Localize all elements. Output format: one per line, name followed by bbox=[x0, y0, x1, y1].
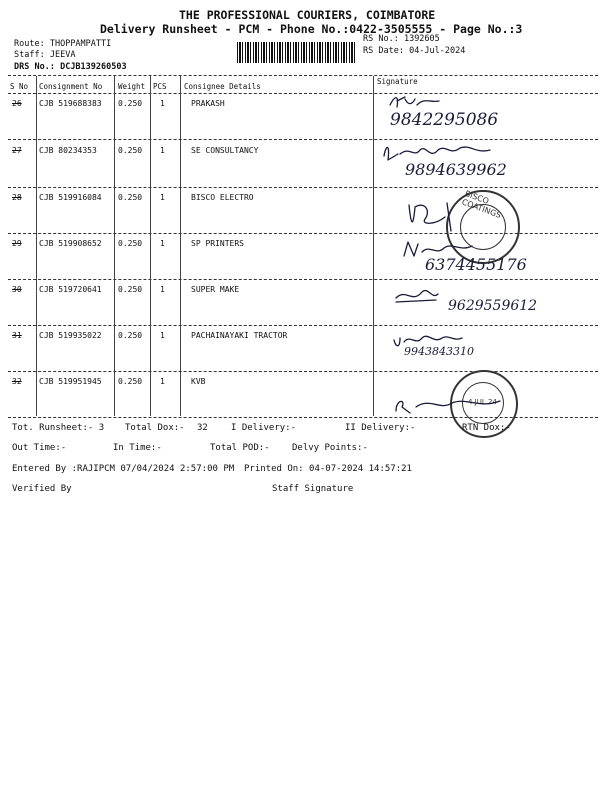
row-divider bbox=[8, 139, 598, 140]
row-handwritten-phone: 6374455176 bbox=[425, 255, 527, 274]
total-dox-label: Total Dox:- bbox=[125, 423, 185, 433]
row-consignment: CJB 80234353 bbox=[39, 146, 97, 155]
row-divider bbox=[8, 325, 598, 326]
row-pcs: 1 bbox=[160, 377, 165, 386]
printed-on: Printed On: 04-07-2024 14:57:21 bbox=[244, 464, 412, 474]
row-weight: 0.250 bbox=[118, 377, 143, 386]
barcode bbox=[237, 42, 355, 63]
row-consignment: CJB 519908652 bbox=[39, 239, 102, 248]
tot-runsheet: Tot. Runsheet:- 3 bbox=[12, 423, 105, 433]
drs-value: DCJB139260503 bbox=[60, 62, 127, 72]
row-pcs: 1 bbox=[160, 193, 165, 202]
row-sno: 30 bbox=[12, 285, 22, 294]
rs-date-value: 04-Jul-2024 bbox=[409, 46, 466, 56]
stamp-text: BISCO COATINGS bbox=[460, 188, 503, 220]
row-consignee: PRAKASH bbox=[191, 99, 225, 108]
row-sno: 31 bbox=[12, 331, 22, 340]
col-divider bbox=[36, 76, 37, 416]
row-pcs: 1 bbox=[160, 239, 165, 248]
row-divider bbox=[8, 371, 598, 372]
row-pcs: 1 bbox=[160, 146, 165, 155]
row-weight: 0.250 bbox=[118, 193, 143, 202]
row-divider bbox=[8, 187, 598, 188]
row-handwritten-phone: 9842295086 bbox=[390, 110, 499, 130]
col-consignee: Consignee Details bbox=[184, 82, 261, 91]
row-sno: 28 bbox=[12, 193, 22, 202]
row-pcs: 1 bbox=[160, 99, 165, 108]
col-divider bbox=[180, 76, 181, 416]
row-sno: 26 bbox=[12, 99, 22, 108]
row-consignee: KVB bbox=[191, 377, 206, 386]
row-sno: 27 bbox=[12, 146, 22, 155]
col-consignment: Consignment No bbox=[39, 82, 103, 91]
staff-value: JEEVA bbox=[49, 50, 76, 60]
in-time: In Time:- bbox=[113, 443, 162, 453]
staff-line bbox=[14, 50, 75, 60]
row-pcs: 1 bbox=[160, 331, 165, 340]
rs-no-value: 1392605 bbox=[403, 34, 440, 44]
row-handwritten-phone: 9629559612 bbox=[448, 298, 538, 314]
row-consignee: SUPER MAKE bbox=[191, 285, 240, 294]
row-handwritten-phone: 9943843310 bbox=[404, 345, 474, 358]
rtn-dox: RTN Dox:- bbox=[462, 423, 511, 433]
staff-signature: Staff Signature bbox=[272, 484, 354, 494]
row-divider bbox=[8, 279, 598, 280]
verified-by: Verified By bbox=[12, 484, 72, 494]
row-weight: 0.250 bbox=[118, 146, 143, 155]
row-sno: 29 bbox=[12, 239, 22, 248]
row-consignee: PACHAINAYAKI TRACTOR bbox=[191, 331, 288, 340]
row-consignment: CJB 519720641 bbox=[39, 285, 102, 294]
row-pcs: 1 bbox=[160, 285, 165, 294]
table-header-rule bbox=[8, 93, 598, 94]
staff-label: Staff: bbox=[14, 50, 45, 60]
col-divider bbox=[373, 76, 374, 416]
row-sno: 32 bbox=[12, 377, 22, 386]
row-consignment: CJB 519935022 bbox=[39, 331, 102, 340]
row-handwritten-phone: 9894639962 bbox=[405, 160, 507, 179]
row-consignee: SP PRINTERS bbox=[191, 239, 244, 248]
col-weight: Weight bbox=[118, 82, 146, 91]
row-consignment: CJB 519951945 bbox=[39, 377, 102, 386]
total-pod: Total POD:- bbox=[210, 443, 270, 453]
rs-date-line bbox=[363, 46, 465, 56]
delvy-points: Delvy Points:- bbox=[292, 443, 368, 453]
col-signature: Signature bbox=[377, 77, 418, 86]
route-value: THOPPAMPATTI bbox=[49, 39, 112, 49]
route-line bbox=[14, 39, 111, 49]
row-consignment: CJB 519916084 bbox=[39, 193, 102, 202]
rs-date-label: RS Date: bbox=[363, 46, 404, 56]
row-divider bbox=[8, 233, 598, 234]
table-bottom-rule bbox=[8, 417, 598, 418]
stamp-date: 4 JUL 24 bbox=[468, 398, 497, 406]
route-label: Route: bbox=[14, 39, 45, 49]
total-dox-value: 32 bbox=[197, 423, 208, 433]
col-sno: S No bbox=[10, 82, 29, 91]
col-pcs: PCS bbox=[153, 82, 167, 91]
out-time: Out Time:- bbox=[12, 443, 67, 453]
ii-delivery: II Delivery:- bbox=[345, 423, 416, 433]
row-weight: 0.250 bbox=[118, 99, 143, 108]
row-consignee: BISCO ELECTRO bbox=[191, 193, 254, 202]
runsheet-subtitle: Delivery Runsheet - PCM - Phone No.:0422-3505555 - Page No.:3 bbox=[100, 22, 523, 36]
entered-by: Entered By :RAJIPCM 07/04/2024 2:57:00 PM bbox=[12, 464, 235, 474]
company-stamp bbox=[446, 190, 520, 264]
row-consignment: CJB 519688383 bbox=[39, 99, 102, 108]
row-weight: 0.250 bbox=[118, 285, 143, 294]
company-title: THE PROFESSIONAL COURIERS, COIMBATORE bbox=[179, 8, 436, 22]
col-divider bbox=[150, 76, 151, 416]
table-top-rule bbox=[8, 75, 598, 76]
drs-label: DRS No.: bbox=[14, 62, 55, 72]
rs-no-line bbox=[363, 34, 440, 44]
col-divider bbox=[114, 76, 115, 416]
rs-no-label: RS No.: bbox=[363, 34, 399, 44]
drs-line bbox=[14, 62, 127, 72]
row-consignee: SE CONSULTANCY bbox=[191, 146, 259, 155]
i-delivery: I Delivery:- bbox=[231, 423, 297, 433]
row-weight: 0.250 bbox=[118, 239, 143, 248]
signature-image bbox=[392, 284, 442, 306]
row-weight: 0.250 bbox=[118, 331, 143, 340]
